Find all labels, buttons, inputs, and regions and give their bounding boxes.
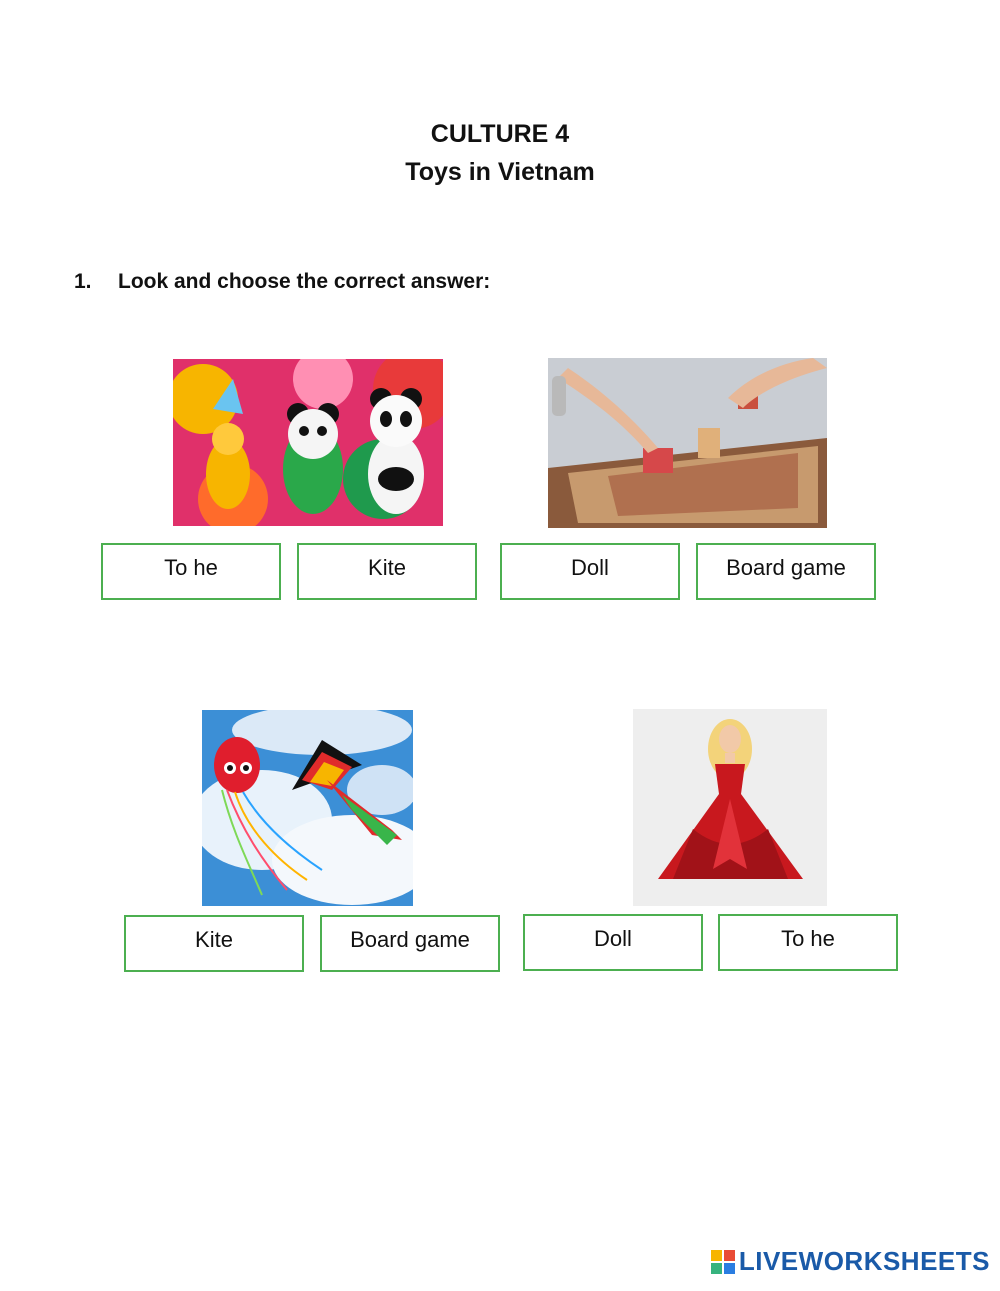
liveworksheets-logo: [711, 1246, 990, 1277]
kites-in-sky-image: [202, 710, 413, 906]
instruction: [74, 270, 490, 294]
option-kite-q2[interactable]: Kite: [124, 915, 304, 972]
logo-text: LIVEWORKSHEETS: [738, 1246, 990, 1276]
option-doll-q1[interactable]: Doll: [500, 543, 680, 600]
worksheet-subtitle: Toys in Vietnam: [405, 158, 595, 186]
logo-blocks-icon: [711, 1250, 735, 1274]
instruction-text: Look and choose the correct answer:: [118, 270, 491, 293]
worksheet-title: CULTURE 4: [430, 120, 570, 148]
option-board-game-q1[interactable]: Board game: [696, 543, 876, 600]
option-kite-q1[interactable]: Kite: [297, 543, 477, 600]
instruction-number: 1.: [74, 270, 92, 293]
board-game-image: [548, 358, 827, 528]
option-to-he-q1[interactable]: To he: [101, 543, 281, 600]
option-doll-q2[interactable]: Doll: [523, 914, 703, 971]
doll-image: [633, 709, 827, 906]
to-he-figurines-image: [173, 359, 443, 526]
option-board-game-q2[interactable]: Board game: [320, 915, 500, 972]
option-to-he-q2[interactable]: To he: [718, 914, 898, 971]
